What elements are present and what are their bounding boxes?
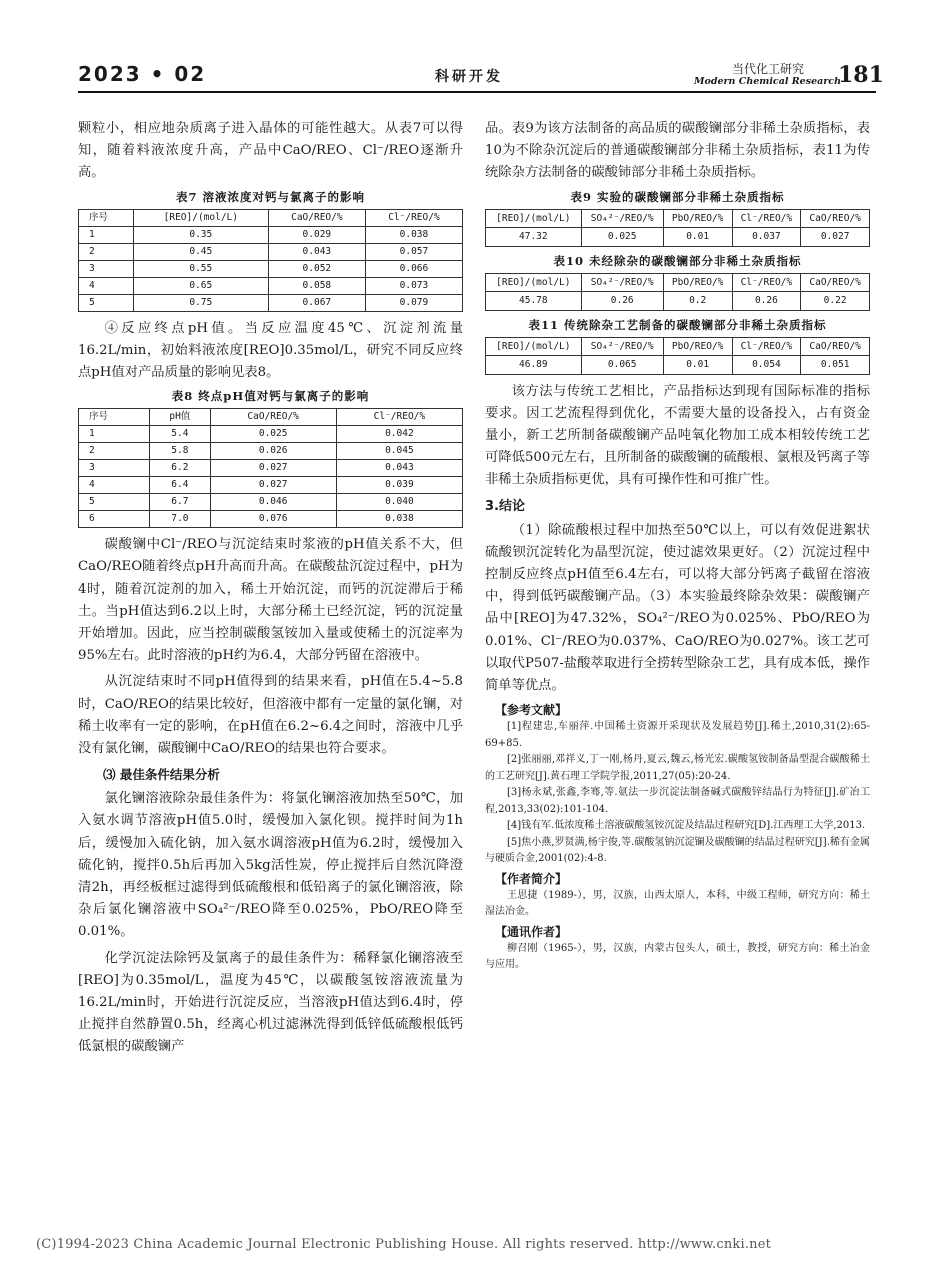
table-row [79,226,463,243]
table-cell: 0.45 [133,243,268,260]
table-cell: 0.040 [336,494,462,511]
table-cell: 0.026 [210,443,336,460]
table-row [486,227,870,246]
table-cell: 3 [79,460,150,477]
table-header: [REO]/(mol/L) [486,337,582,355]
table-cell: 0.042 [336,426,462,443]
subsection-heading: ⑶ 最佳条件结果分析 [103,767,220,783]
table-header: CaO/REO/% [268,209,365,226]
table-cell: 5.4 [150,426,210,443]
table-cell: 0.058 [268,277,365,294]
paragraph: 氯化镧溶液除杂最佳条件为：将氯化镧溶液加热至50℃，加入氨水调节溶液pH值5.0时，缓慢加入氯化钡。搅拌时间为1h后，缓慢加入硫化钠，加入氨水调溶液pH值为6.2时，缓慢加入硫化钠，搅拌0.5h后再加入5kg活性炭，停止搅拌后自然沉降澄清2h，再经板框过滤得到低硫酸根和低铅离子的氯化镧溶液，除杂后氯化镧溶液中SO₄²⁻/REO降至0.025%，PbO/REO降至0.01%。 [78,791,463,940]
table-header: 序号 [79,209,134,226]
table-header: [REO]/(mol/L) [133,209,268,226]
table-header: 序号 [79,409,150,426]
table-cell: 0.039 [336,477,462,494]
reference-item: [5]焦小燕,罗贤满,杨宇俊,等.碳酸氢钠沉淀镧及碳酸镧的结晶过程研究[J].稀有金属与硬质合金,2001(02):4-8. [485,836,870,865]
table-cell: 0.26 [581,291,663,310]
table10-caption: 表10 未经除杂的碳酸镧部分非稀土杂质指标 [553,253,802,268]
paragraph: 从沉淀结束时不同pH值得到的结果来看，pH值在5.4~5.8时，CaO/REO的结果比较好，但溶液中都有一定量的氯化镧，对稀土收率有一定的影响，在pH值在6.2~6.4之间时，溶液中几乎没有氯化镧，碳酸镧中CaO/REO的结果也符合要求。 [78,674,463,757]
table-row [486,355,870,374]
table-row [79,294,463,311]
table-cell: 5 [79,494,150,511]
table-cell: 6.4 [150,477,210,494]
table-row [79,426,463,443]
table-row [79,477,463,494]
table-row [79,511,463,528]
table7-caption: 表7 溶液浓度对钙与氯离子的影响 [175,189,365,204]
table-cell: 5 [79,294,134,311]
table-cell: 6.7 [150,494,210,511]
table-header: PbO/REO/% [663,209,732,227]
paragraph: ④反应终点pH值。当反应温度45℃、沉淀剂流量16.2L/min，初始料液浓度[REO]0.35mol/L，研究不同反应终点pH值对产品质量的影响见表8。 [78,320,463,381]
table-cell: 7.0 [150,511,210,528]
table-cell: 0.65 [133,277,268,294]
table-cell: 0.054 [732,355,801,374]
reference-item: [4]钱有军.低浓度稀土溶液碳酸氢铵沉淀及结晶过程研究[D].江西理工大学,2013. [507,820,866,832]
table-cell: 0.26 [732,291,801,310]
table-header: Cl⁻/REO/% [732,209,801,227]
table-cell: 5.8 [150,443,210,460]
table-header: PbO/REO/% [663,337,732,355]
table-row [79,460,463,477]
table-cell: 0.046 [210,494,336,511]
table-cell: 0.75 [133,294,268,311]
table8-caption: 表8 终点pH值对钙与氯离子的影响 [171,389,370,404]
table-cell: 2 [79,443,150,460]
table-row [79,243,463,260]
table-header: Cl⁻/REO/% [732,273,801,291]
paragraph: 颗粒小，相应地杂质离子进入晶体的可能性越大。从表7可以得知，随着料液浓度升高，产品中CaO/REO、Cl⁻/REO逐渐升高。 [78,121,463,181]
table-header: Cl⁻/REO/% [336,409,462,426]
table-row [486,291,870,310]
corresponding-author-heading: 【通讯作者】 [495,924,568,939]
table-cell: 0.55 [133,260,268,277]
table-cell: 0.35 [133,226,268,243]
author-bio: 王思捷（1989-），男，汉族，山西太原人，本科，中级工程师，研究方向：稀土湿法冶金。 [485,889,870,918]
table-cell: 0.025 [210,426,336,443]
table-cell: 0.051 [801,355,870,374]
table-header: PbO/REO/% [663,273,732,291]
header-rule [78,91,876,93]
table-cell: 6.2 [150,460,210,477]
table-header: SO₄²⁻/REO/% [581,337,663,355]
page-number: 181 [838,62,884,88]
table-cell: 46.89 [486,355,582,374]
paragraph: 品。表9为该方法制备的高品质的碳酸镧部分非稀土杂质指标，表10为不除杂沉淀后的普通碳酸镧部分非稀土杂质指标，表11为传统除杂方法制备的碳酸铈部分非稀土杂质指标。 [485,121,870,181]
table-cell: 0.037 [732,227,801,246]
table-cell: 0.073 [365,277,462,294]
paragraph: （1）除硫酸根过程中加热至50℃以上，可以有效促进絮状硫酸钡沉淀转化为晶型沉淀，使过滤效果更好。（2）沉淀过程中控制反应终点pH值至6.4左右，可以将大部分钙离子截留在溶液中，得到低钙碳酸镧产品。（3）本实验最终除杂效果：碳酸镧产品中[REO]为47.32%，SO₄²⁻/REO为0.025%、PbO/REO为0.01%、Cl⁻/REO为0.037%、CaO/REO为0.027%。该工艺可以取代P507-盐酸萃取进行全捞转型除杂工艺，具有成本低，操作简单等优点。 [485,522,870,694]
table-cell: 0.027 [210,477,336,494]
table-cell: 0.22 [801,291,870,310]
table-cell: 0.079 [365,294,462,311]
table-cell: 45.78 [486,291,582,310]
table-cell: 0.043 [268,243,365,260]
table-cell: 0.076 [210,511,336,528]
reference-item: [3]杨永斌,张鑫,李骞,等.氨法一步沉淀法制备碱式碳酸锌结晶行为特征[J].矿冶工程,2013,33(02):101-104. [485,787,870,815]
journal-name-en: Modern Chemical Research [694,76,841,87]
table11-caption: 表11 传统除杂工艺制备的碳酸镧部分非稀土杂质指标 [528,317,827,332]
table-cell: 6 [79,511,150,528]
corresponding-author-bio: 柳召刚（1965-），男，汉族，内蒙古包头人，硕士，教授，研究方向：稀土冶金与应用。 [485,942,870,971]
table-header: [REO]/(mol/L) [486,209,582,227]
paragraph: 该方法与传统工艺相比，产品指标达到现有国际标准的指标要求。因工艺流程得到优化，不需要大量的设备投入，占有资金量小，新工艺所制备碳酸镧产品吨氧化物加工成本相较传统工艺可降低500元左右，且所制备的碳酸镧的硫酸根、氯根及钙离子等非稀土杂质指标更优，具有可操作性和可推广性。 [485,383,870,488]
table-header: Cl⁻/REO/% [365,209,462,226]
issue-date: 2023 • 02 [78,62,207,86]
table-row [79,443,463,460]
table-cell: 0.066 [365,260,462,277]
table-header: CaO/REO/% [801,209,870,227]
table-cell: 3 [79,260,134,277]
table-cell: 0.01 [663,227,732,246]
table-header: CaO/REO/% [801,273,870,291]
table8 [78,408,463,528]
table-header: SO₄²⁻/REO/% [581,273,663,291]
table11 [485,337,870,375]
reference-item: [2]张丽丽,邓祥义,丁一刚,杨丹,夏云,魏云,杨光宏.碳酸氢铵制备晶型混合碳酸稀土的工艺研究[J].黄石理工学院学报,2011,27(05):20-24. [485,754,870,782]
reference-item: [1]程建忠,车丽萍.中国稀土资源开采现状及发展趋势[J].稀土,2010,31(2):65-69+85. [485,721,870,749]
paragraph: 碳酸镧中Cl⁻/REO与沉淀结束时浆液的pH值关系不大，但CaO/REO随着终点pH升高而升高。在碳酸盐沉淀过程中，pH为4时，随着沉淀剂的加入，稀土开始沉淀，而钙的沉淀滞后于稀土。当pH值达到6.2以上时，大部分稀土已经沉淀，钙的沉淀量开始增加。因此，应当控制碳酸氢铵加入量或使稀土的沉淀率为95%左右。此时溶液的pH约为6.4，大部分钙留在溶液中。 [78,537,463,664]
table-cell: 0.027 [801,227,870,246]
table-cell: 0.045 [336,443,462,460]
table-cell: 4 [79,277,134,294]
copyright-footer: (C)1994-2023 China Academic Journal Electronic Publishing House. All rights reserved. http://www.cnki.net [36,1237,772,1252]
table-cell: 0.065 [581,355,663,374]
table7 [78,209,463,312]
table-cell: 47.32 [486,227,582,246]
table-cell: 0.025 [581,227,663,246]
table-cell: 0.052 [268,260,365,277]
table-cell: 1 [79,226,134,243]
references-heading: 【参考文献】 [495,703,568,718]
table-header: pH值 [150,409,210,426]
table-row [79,494,463,511]
section-heading: 3.结论 [485,498,525,514]
table-row [79,277,463,294]
table-cell: 0.038 [365,226,462,243]
right-column [485,118,870,974]
table-header: Cl⁻/REO/% [732,337,801,355]
table-header: SO₄²⁻/REO/% [581,209,663,227]
table-cell: 2 [79,243,134,260]
section-title: 科研开发 [435,69,503,85]
table-cell: 0.01 [663,355,732,374]
table-cell: 0.029 [268,226,365,243]
table10 [485,273,870,311]
table-cell: 0.027 [210,460,336,477]
table-cell: 0.067 [268,294,365,311]
table-cell: 1 [79,426,150,443]
table9-caption: 表9 实验的碳酸镧部分非稀土杂质指标 [570,189,785,204]
left-column [78,118,463,1063]
table9 [485,209,870,247]
table-header: [REO]/(mol/L) [486,273,582,291]
table-header: CaO/REO/% [210,409,336,426]
table-header: CaO/REO/% [801,337,870,355]
table-row [79,260,463,277]
table-cell: 0.038 [336,511,462,528]
table-cell: 0.043 [336,460,462,477]
table-cell: 0.2 [663,291,732,310]
paragraph: 化学沉淀法除钙及氯离子的最佳条件为：稀释氯化镧溶液至[REO]为0.35mol/L，温度为45℃，以碳酸氢铵溶液流量为16.2L/min时，开始进行沉淀反应，当溶液pH值达到6.4时，停止搅拌自然静置0.5h，经离心机过滤淋洗得到低锌低硫酸根低钙低氯根的碳酸镧产 [78,950,463,1055]
author-heading: 【作者简介】 [495,871,568,886]
table-cell: 0.057 [365,243,462,260]
journal-name-cn: 当代化工研究 [732,62,805,76]
table-cell: 4 [79,477,150,494]
